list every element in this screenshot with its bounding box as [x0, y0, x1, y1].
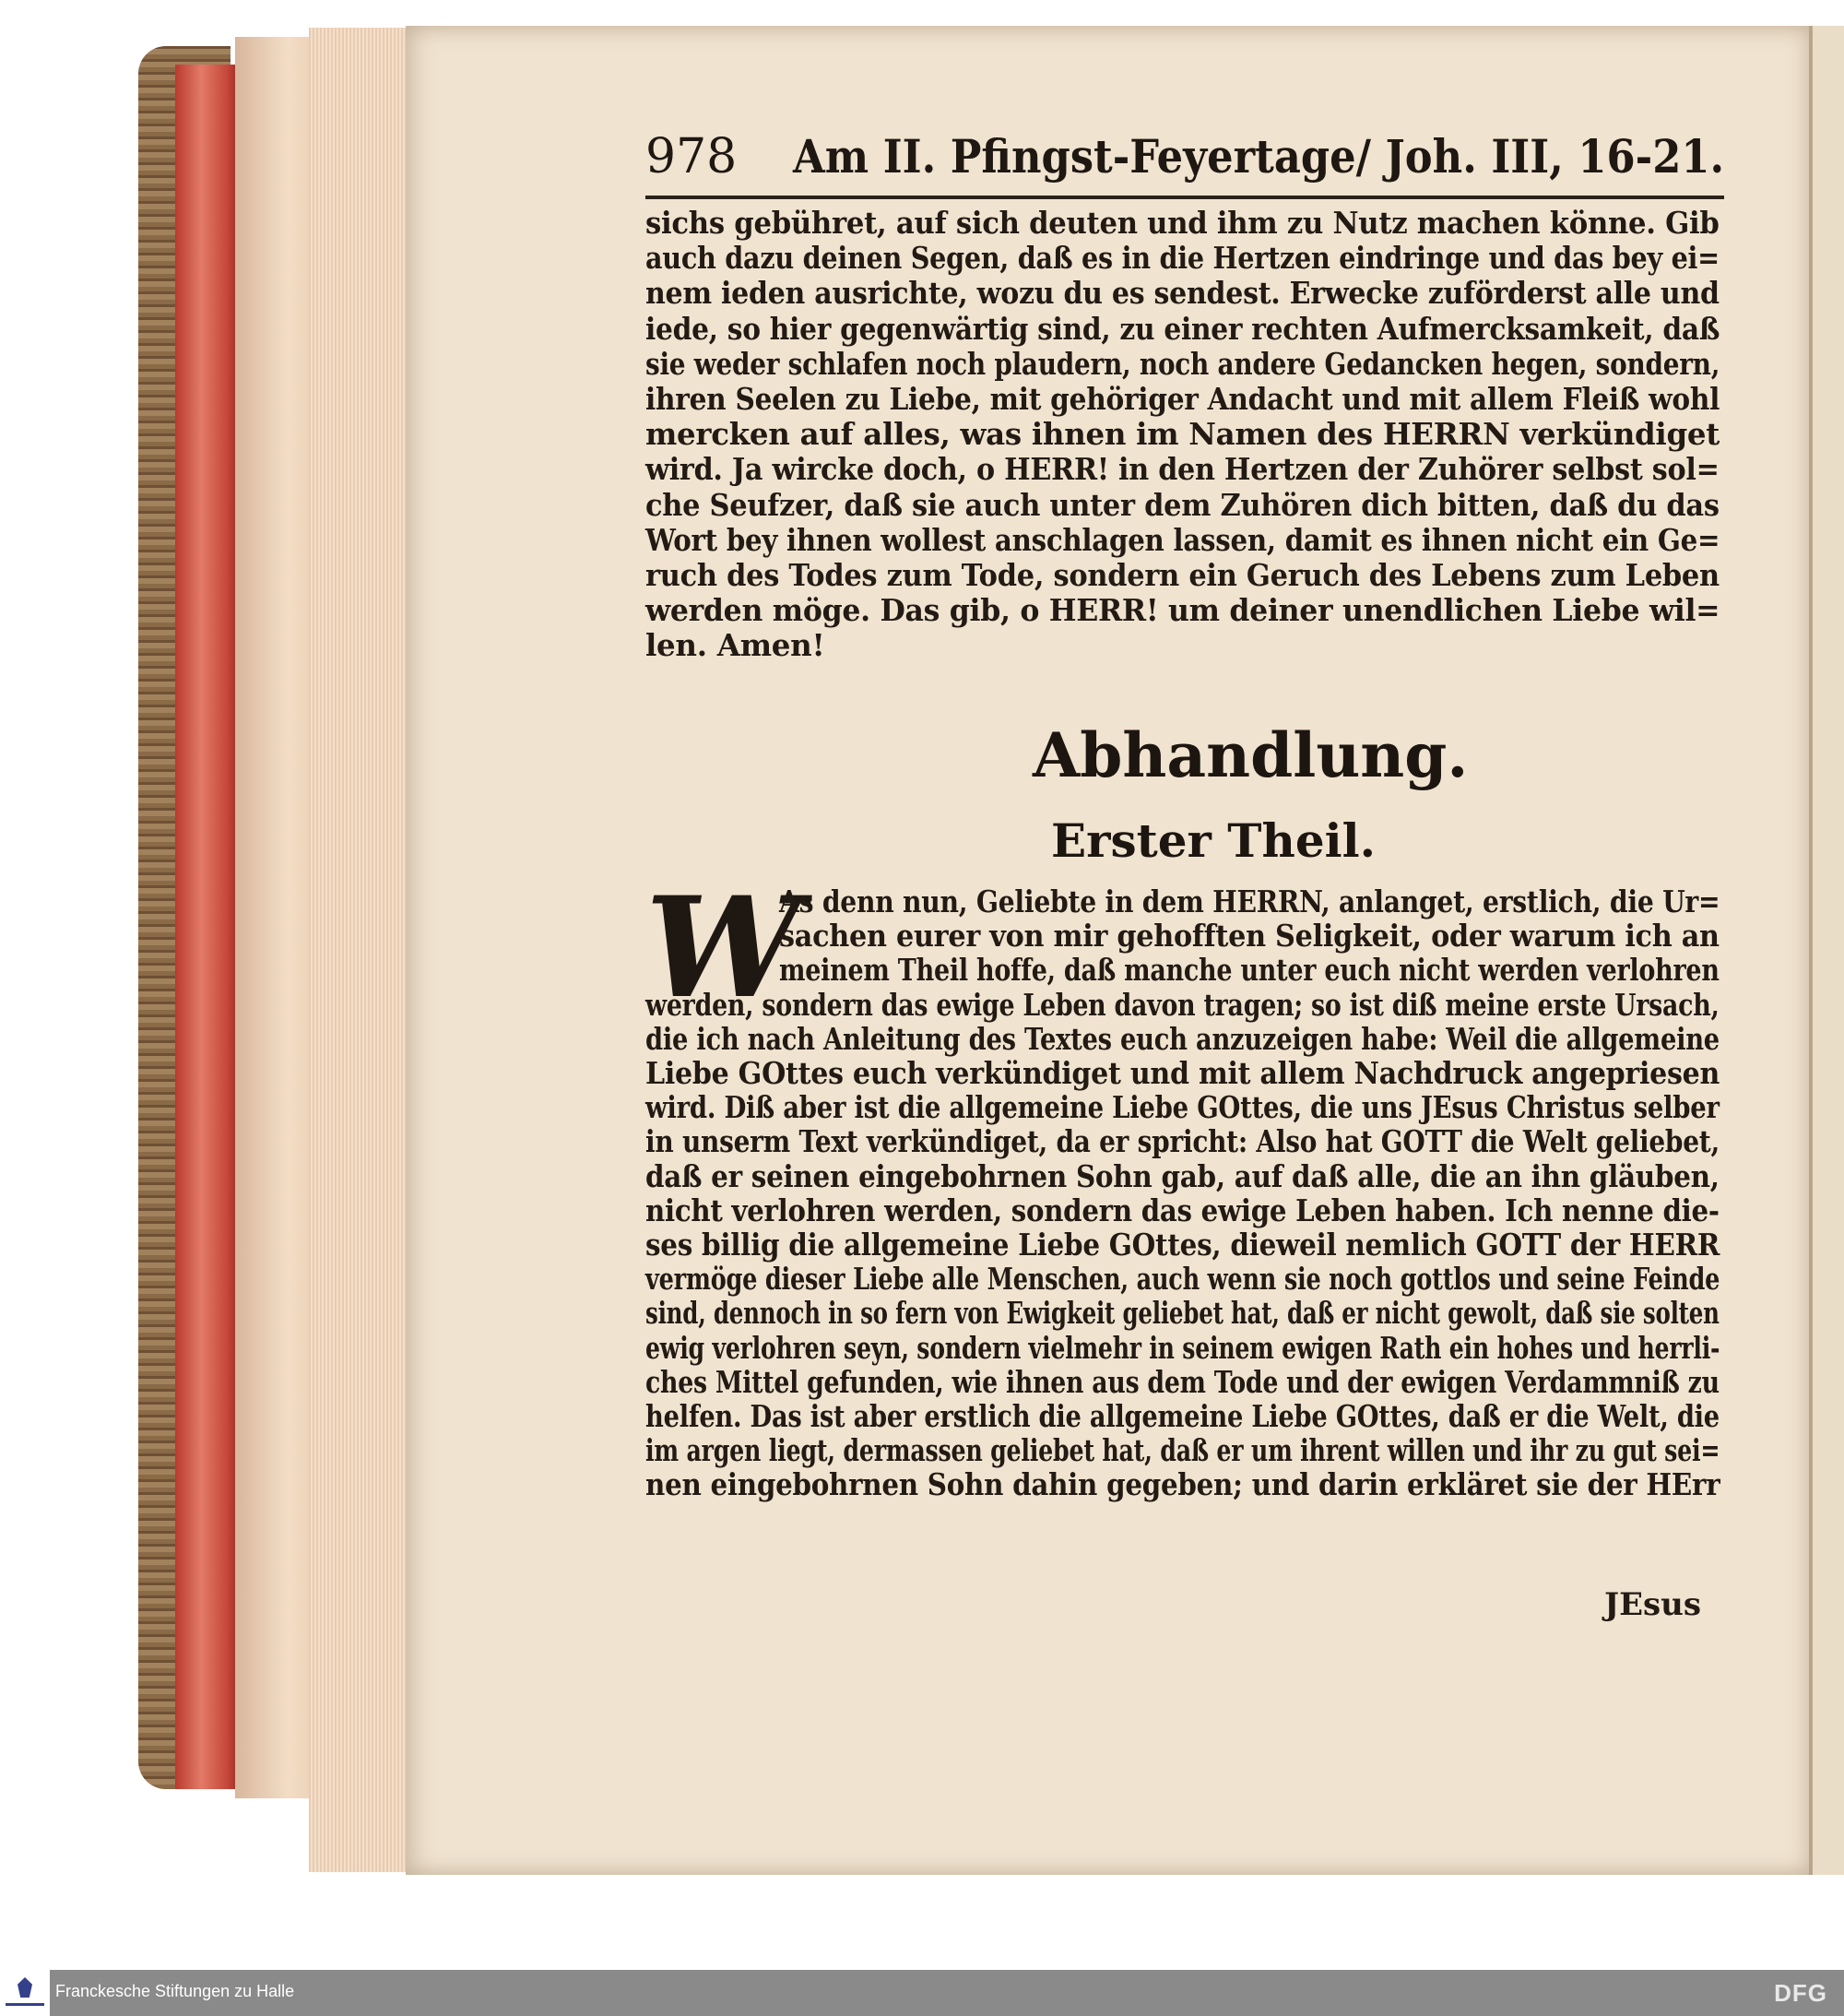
- logo-underline: [6, 2003, 44, 2006]
- text-line: vermöge dieser Liebe alle Menschen, auch wenn sie noch gottlos und seine Feinde: [645, 1261, 1720, 1298]
- section-subheading: Erster Theil.: [1051, 813, 1377, 868]
- text-line: Liebe GOttes euch verkündiget und mit allem Nachdruck angepriesen: [645, 1055, 1720, 1091]
- text-line: nen eingebohrnen Sohn dahin gegeben; und darin erkläret sie der HErr: [645, 1466, 1720, 1503]
- dfg-logo: DFG: [1774, 1979, 1827, 2007]
- text-line: che Seufzer, daß sie auch unter dem Zuhören dich bitten, daß du das: [645, 486, 1720, 523]
- text-line: werden möge. Das gib, o HERR! um deiner unendlichen Liebe wil=: [645, 592, 1720, 629]
- text-line: iede, so hier gegenwärtig sind, zu einer rechten Aufmercksamkeit, daß: [645, 310, 1720, 347]
- drop-cap: W: [645, 867, 801, 1029]
- text-line: ihren Seelen zu Liebe, mit gehöriger Andacht und mit allem Fleiß wohl: [645, 381, 1720, 417]
- text-line: wird. Ja wircke doch, o HERR! in den Hertzen der Zuhörer selbst sol=: [645, 451, 1720, 488]
- text-line: nicht verlohren werden, sondern das ewige Leben haben. Ich nenne die-: [645, 1192, 1720, 1228]
- facing-page-edge: [1809, 26, 1844, 1875]
- institution-name: Franckesche Stiftungen zu Halle: [55, 1982, 295, 2000]
- text-line: sie weder schlafen noch plaudern, noch andere Gedancken hegen, sondern,: [645, 345, 1720, 382]
- catchword: JEsus: [1604, 1586, 1702, 1623]
- text-line: wird. Diß aber ist die allgemeine Liebe GOttes, die uns JEsus Christus selber: [645, 1089, 1720, 1126]
- running-header: [645, 129, 1725, 194]
- text-line: auch dazu deinen Segen, daß es in die Hertzen eindringe und das bey ei=: [645, 240, 1720, 277]
- text-line: im argen liegt, dermassen geliebet hat, daß er um ihrent willen und ihr zu gut sei=: [645, 1432, 1720, 1469]
- text-line: daß er seinen eingebohrnen Sohn gab, auf daß alle, die an ihn gläuben,: [645, 1157, 1720, 1194]
- running-title: Am II. Pfingst-Feyertage/ Joh. III, 16-21.: [793, 129, 1725, 184]
- text-line: ches Mittel gefunden, wie ihnen aus dem Tode und der ewigen Verdammniß zu: [645, 1363, 1720, 1400]
- text-line: len. Amen!: [645, 627, 825, 664]
- logo-mark: [18, 1977, 32, 1998]
- text-line: mercken auf alles, was ihnen im Namen des HERRN verkündiget: [645, 416, 1720, 453]
- text-line: Wort bey ihnen wollest anschlagen lassen, damit es ihnen nicht ein Ge=: [645, 521, 1720, 558]
- red-page-edge: [175, 65, 240, 1789]
- text-line: ruch des Todes zum Tode, sondern ein Geruch des Lebens zum Leben: [645, 557, 1720, 593]
- text-line: sind, dennoch in so fern von Ewigkeit geliebet hat, daß er nicht gewolt, daß sie solten: [645, 1295, 1720, 1332]
- page-stack: [309, 28, 410, 1872]
- text-line: werden, sondern das ewige Leben davon tragen; so ist diß meine erste Ursach,: [645, 986, 1720, 1023]
- text-line: ewig verlohren seyn, sondern vielmehr in seinem ewigen Rath ein hohes und herrli-: [645, 1329, 1720, 1366]
- text-line: meinem Theil hoffe, daß manche unter euch nicht werden verlohren: [779, 952, 1720, 989]
- page-number: 978: [645, 129, 738, 184]
- footer-bar: [0, 1970, 1844, 2016]
- text-line: ses billig die allgemeine Liebe GOttes, dieweil nemlich GOTT der HERR: [645, 1227, 1720, 1263]
- text-line: sachen eurer von mir gehofften Seligkeit, oder warum ich an: [779, 918, 1720, 955]
- text-line: sichs gebühret, auf sich deuten und ihm zu Nutz machen könne. Gib: [645, 205, 1720, 241]
- section-heading: Abhandlung.: [1033, 719, 1469, 791]
- text-line: As denn nun, Geliebte in dem HERRN, anlanget, erstlich, die Ur=: [779, 883, 1720, 919]
- text-line: helfen. Das ist aber erstlich die allgemeine Liebe GOttes, daß er die Welt, die: [645, 1398, 1720, 1434]
- text-line: in unserm Text verkündiget, da er spricht: Also hat GOTT die Welt geliebet,: [645, 1123, 1720, 1160]
- header-rule: [645, 196, 1724, 199]
- franckesche-logo-icon: [0, 1970, 50, 2016]
- text-line: nem ieden ausrichte, wozu du es sendest. Erwecke zuförderst alle und: [645, 275, 1720, 312]
- text-line: die ich nach Anleitung des Textes euch anzuzeigen habe: Weil die allgemeine: [645, 1020, 1720, 1057]
